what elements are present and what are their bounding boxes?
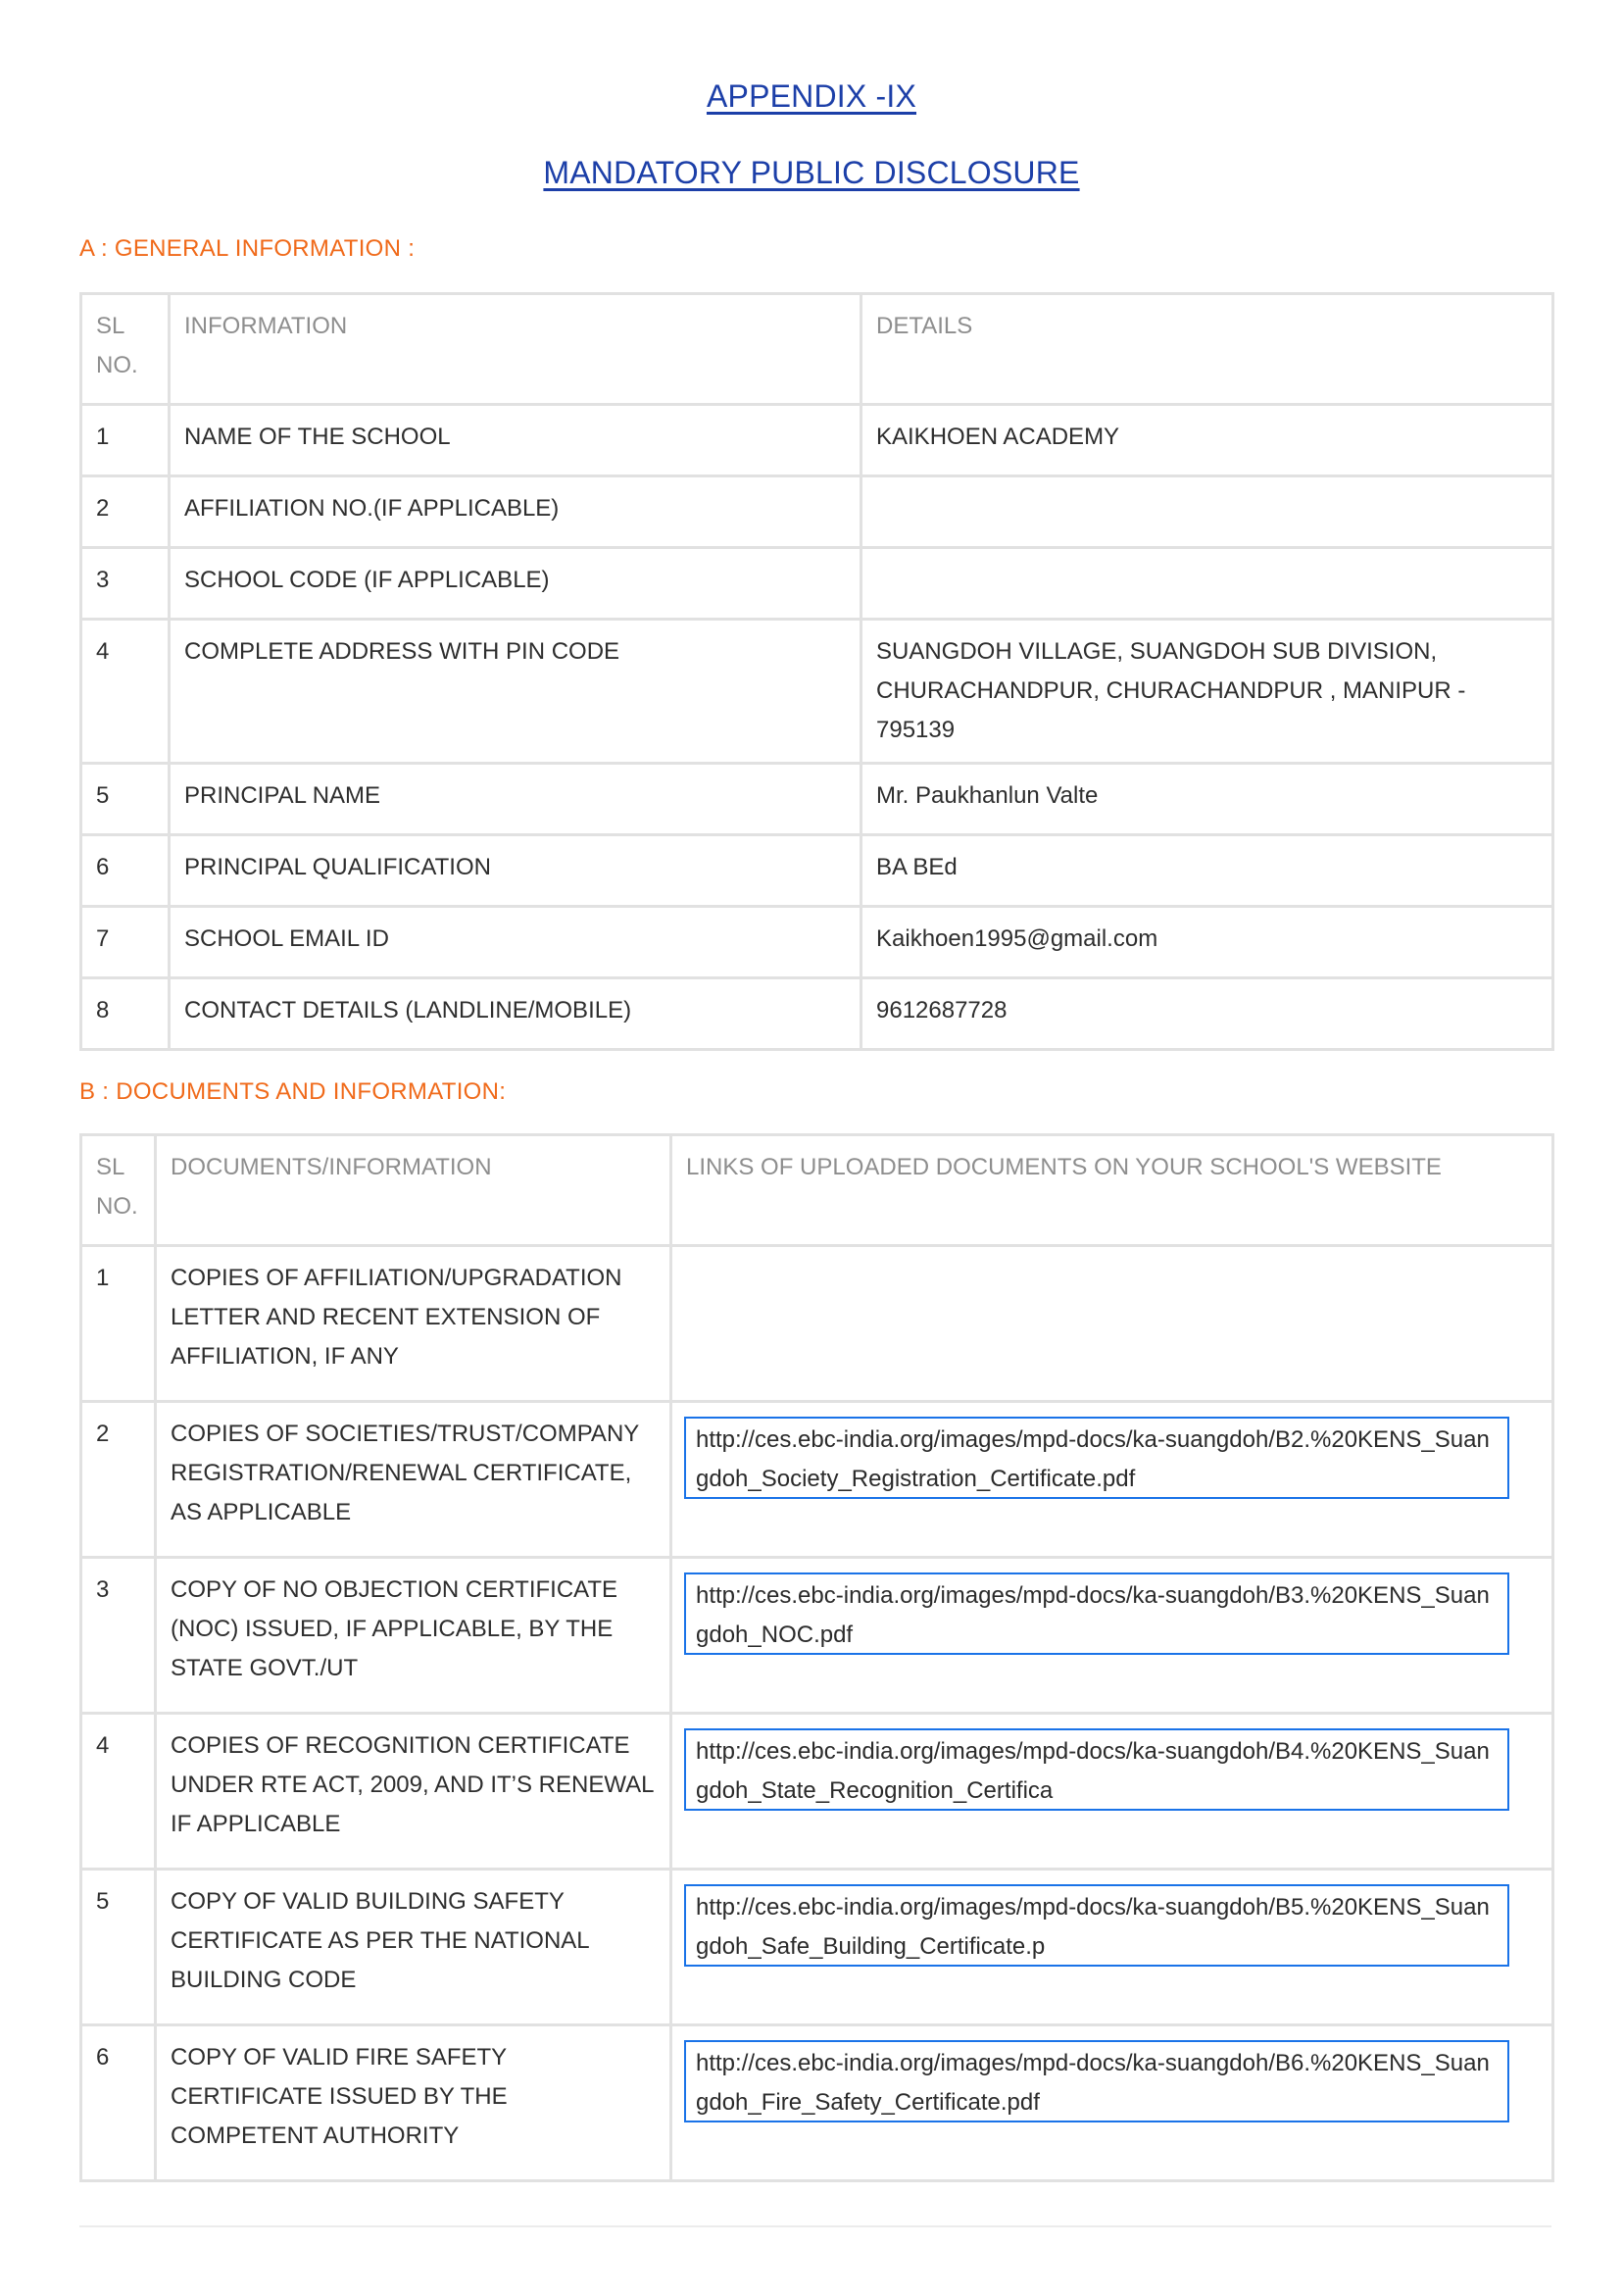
column-header-sl: SL NO.: [81, 1135, 156, 1246]
section-a-heading: A : GENERAL INFORMATION :: [79, 235, 416, 262]
details-cell: [861, 476, 1553, 548]
table-row: [81, 1870, 1553, 2025]
sl-cell: 2: [81, 1402, 156, 1558]
general-information-table: [79, 292, 1554, 1051]
link-cell: [671, 1558, 1553, 1714]
document-link-field[interactable]: http://ces.ebc-india.org/images/mpd-docs/ka-suangdoh/B6.%20KENS_Suangdoh_Fire_Safety_Certificate.pdf: [684, 2040, 1509, 2122]
sl-cell: 6: [81, 2025, 156, 2181]
sl-cell: 1: [81, 1246, 156, 1402]
link-cell: [671, 1402, 1553, 1558]
column-header-information: INFORMATION: [170, 294, 861, 405]
sl-cell: 6: [81, 835, 170, 907]
column-header-documents: DOCUMENTS/INFORMATION: [156, 1135, 671, 1246]
sl-cell: 4: [81, 1714, 156, 1870]
table-row: [81, 907, 1553, 978]
information-cell: SCHOOL CODE (IF APPLICABLE): [170, 548, 861, 620]
table-row: [81, 620, 1553, 764]
column-header-sl: SL NO.: [81, 294, 170, 405]
link-cell: [671, 1714, 1553, 1870]
footer-divider: [79, 2225, 1551, 2227]
information-cell: CONTACT DETAILS (LANDLINE/MOBILE): [170, 978, 861, 1050]
column-header-details: DETAILS: [861, 294, 1553, 405]
document-cell: COPIES OF RECOGNITION CERTIFICATE UNDER RTE ACT, 2009, AND IT’S RENEWAL IF APPLICABLE: [156, 1714, 671, 1870]
document-link-field[interactable]: http://ces.ebc-india.org/images/mpd-docs/ka-suangdoh/B2.%20KENS_Suangdoh_Society_Registration_Certificate.pdf: [684, 1417, 1509, 1499]
table-row: [81, 1402, 1553, 1558]
sl-cell: 2: [81, 476, 170, 548]
sl-cell: 8: [81, 978, 170, 1050]
sl-cell: 3: [81, 548, 170, 620]
section-b-heading: B : DOCUMENTS AND INFORMATION:: [79, 1078, 507, 1105]
sl-cell: 5: [81, 764, 170, 835]
table-row: [81, 1558, 1553, 1714]
table-header-row: [81, 1135, 1553, 1246]
details-cell: BA BEd: [861, 835, 1553, 907]
document-cell: COPY OF VALID FIRE SAFETY CERTIFICATE ISSUED BY THE COMPETENT AUTHORITY: [156, 2025, 671, 2181]
appendix-heading: APPENDIX -IX: [706, 78, 916, 114]
document-link-field[interactable]: http://ces.ebc-india.org/images/mpd-docs/ka-suangdoh/B3.%20KENS_Suangdoh_NOC.pdf: [684, 1572, 1509, 1655]
sl-cell: 7: [81, 907, 170, 978]
document-link-field[interactable]: http://ces.ebc-india.org/images/mpd-docs/ka-suangdoh/B4.%20KENS_Suangdoh_State_Recognition_Certifica: [684, 1728, 1509, 1811]
information-cell: NAME OF THE SCHOOL: [170, 405, 861, 476]
details-cell: Kaikhoen1995@gmail.com: [861, 907, 1553, 978]
documents-table: [79, 1133, 1554, 2182]
sl-cell: 5: [81, 1870, 156, 2025]
details-cell: KAIKHOEN ACADEMY: [861, 405, 1553, 476]
link-cell: [671, 2025, 1553, 2181]
details-cell: SUANGDOH VILLAGE, SUANGDOH SUB DIVISION, CHURACHANDPUR, CHURACHANDPUR , MANIPUR - 795139: [861, 620, 1553, 764]
information-cell: SCHOOL EMAIL ID: [170, 907, 861, 978]
document-cell: COPY OF NO OBJECTION CERTIFICATE (NOC) ISSUED, IF APPLICABLE, BY THE STATE GOVT./UT: [156, 1558, 671, 1714]
table-row: [81, 1246, 1553, 1402]
details-cell: Mr. Paukhanlun Valte: [861, 764, 1553, 835]
document-cell: COPIES OF AFFILIATION/UPGRADATION LETTER AND RECENT EXTENSION OF AFFILIATION, IF ANY: [156, 1246, 671, 1402]
link-cell: [671, 1870, 1553, 2025]
table-row: [81, 2025, 1553, 2181]
document-cell: COPY OF VALID BUILDING SAFETY CERTIFICATE AS PER THE NATIONAL BUILDING CODE: [156, 1870, 671, 2025]
page-title: MANDATORY PUBLIC DISCLOSURE: [543, 155, 1080, 190]
information-cell: PRINCIPAL NAME: [170, 764, 861, 835]
table-row: [81, 476, 1553, 548]
information-cell: COMPLETE ADDRESS WITH PIN CODE: [170, 620, 861, 764]
table-row: [81, 548, 1553, 620]
column-header-links: LINKS OF UPLOADED DOCUMENTS ON YOUR SCHOOL'S WEBSITE: [671, 1135, 1553, 1246]
document-link-field[interactable]: http://ces.ebc-india.org/images/mpd-docs/ka-suangdoh/B5.%20KENS_Suangdoh_Safe_Building_Certificate.p: [684, 1884, 1509, 1967]
table-row: [81, 835, 1553, 907]
link-cell: [671, 1246, 1553, 1402]
sl-cell: 3: [81, 1558, 156, 1714]
table-row: [81, 405, 1553, 476]
sl-cell: 1: [81, 405, 170, 476]
table-row: [81, 1714, 1553, 1870]
table-row: [81, 978, 1553, 1050]
sl-cell: 4: [81, 620, 170, 764]
details-cell: 9612687728: [861, 978, 1553, 1050]
details-cell: [861, 548, 1553, 620]
table-header-row: [81, 294, 1553, 405]
table-row: [81, 764, 1553, 835]
document-cell: COPIES OF SOCIETIES/TRUST/COMPANY REGISTRATION/RENEWAL CERTIFICATE, AS APPLICABLE: [156, 1402, 671, 1558]
information-cell: PRINCIPAL QUALIFICATION: [170, 835, 861, 907]
information-cell: AFFILIATION NO.(IF APPLICABLE): [170, 476, 861, 548]
